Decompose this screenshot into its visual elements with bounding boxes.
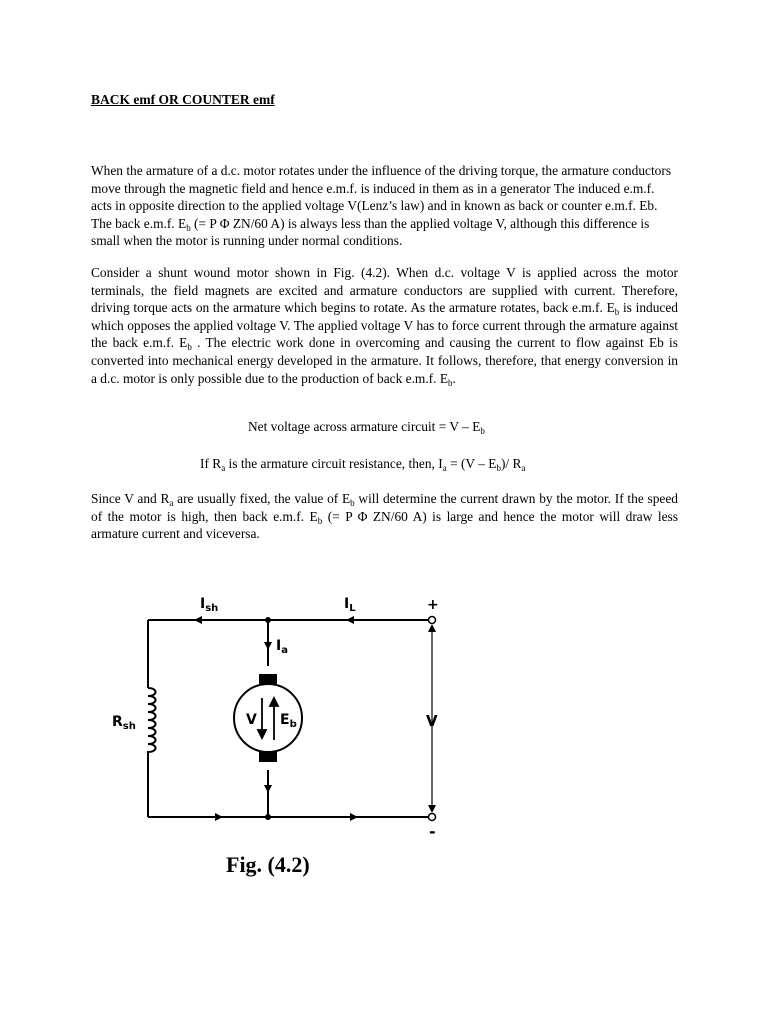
label-il-sub: L: [349, 603, 356, 614]
armature-circle: [234, 684, 302, 752]
equation-text: )/ R: [500, 456, 522, 471]
arrow-bottom-right: [350, 813, 358, 821]
label-ish: [200, 596, 218, 614]
label-il: [344, 596, 356, 614]
equation-text: Net voltage across armature circuit = V – E: [248, 419, 481, 434]
label-v-motor: V: [246, 712, 257, 728]
label-rsh-main: R: [112, 714, 123, 730]
paragraph-1-text: When the armature of a d.c. motor rotates under the influence of the driving torque, the armature conductors move through the magnetic field and hence e.m.f. is induced in them as in a generator The induced e.m.f. acts in opposite direction to the applied voltage V(Lenz’s law) and in known as back or counter e.m.f. Eb. The back e.m.f.: [91, 163, 672, 231]
equation-text: is the armature circuit resistance, then, I: [225, 456, 443, 471]
paragraph-3-part: Since V and R: [91, 491, 170, 506]
subscript: b: [448, 377, 453, 388]
arrow-ia: [264, 642, 272, 650]
arrow-v-motor-head: [258, 730, 266, 738]
equation-armature-current: [200, 456, 525, 472]
paragraph-2-part: Consider a shunt wound motor shown in Fig. (4.2). When d.c. voltage V is applied across the motor terminals, the field magnets are excited and armature conductors are supplied with current. Therefore, driving torque acts on the armature which begins to rotate. As the armature rotates, back e.m.f. E: [91, 265, 678, 316]
subscript: b: [480, 426, 485, 436]
shunt-field-coil: [148, 688, 156, 756]
paragraph-2-part: . The electric work done in overcoming and causing the current to flow against Eb is converted into mechanical energy developed in the armature. It follows, therefore, that energy conversion in a d.c. motor is only possible due to the production of back e.m.f. E: [91, 335, 678, 386]
label-ia-sub: a: [281, 645, 288, 656]
arrow-v-down: [428, 805, 436, 813]
subscript: b: [317, 515, 323, 526]
paragraph-3-part: (= P Φ ZN/60 A) is large and hence the motor will draw less armature current and viceversa.: [91, 508, 678, 542]
label-il-main: I: [344, 596, 350, 612]
subscript: a: [442, 463, 447, 473]
subscript: b: [496, 463, 501, 473]
subscript: a: [221, 463, 226, 473]
label-eb-sub: b: [289, 719, 297, 730]
junction-bottom: [265, 814, 271, 820]
brush-top: [259, 674, 277, 684]
subscript: a: [521, 463, 526, 473]
subscript: b: [614, 307, 620, 318]
label-ia-main: I: [276, 638, 282, 654]
paragraph-3-part: are usually fixed, the value of E: [173, 491, 351, 506]
shunt-motor-circuit-svg: [100, 580, 460, 845]
figure-caption: Fig. (4.2): [226, 852, 310, 877]
label-ia: [276, 638, 288, 656]
label-eb-main: E: [280, 712, 290, 728]
paragraph-3-part: will determine the current drawn by the motor. If the speed of the motor is high, then back e.m.f. E: [91, 491, 679, 524]
paragraph-2: [91, 264, 678, 387]
subscript: b: [186, 222, 191, 233]
eb-symbol: E: [178, 215, 187, 231]
terminal-positive: [429, 617, 436, 624]
equation-text: = (V – E: [446, 456, 497, 471]
junction-top: [265, 617, 271, 623]
equation-net-voltage: [248, 419, 485, 435]
arrow-v-up: [428, 624, 436, 632]
label-rsh: [112, 714, 136, 732]
subscript: b: [350, 498, 355, 508]
arrow-armature-bottom: [264, 785, 272, 793]
label-minus: -: [429, 822, 436, 841]
arrow-ish: [194, 616, 202, 624]
arrow-eb-head: [270, 698, 278, 706]
arrow-il: [346, 616, 354, 624]
terminal-negative: [429, 814, 436, 821]
label-ish-sub: sh: [205, 603, 219, 614]
paragraph-1-rest: (= P Φ ZN/60 A) is always less than the applied voltage V, although this difference is small when the motor is running under normal conditions.: [91, 215, 650, 249]
label-eb: [280, 712, 297, 730]
brush-bottom: [259, 752, 277, 762]
section-heading: BACK emf OR COUNTER emf: [91, 92, 275, 107]
paragraph-3: [91, 490, 678, 543]
label-plus: +: [427, 597, 439, 613]
subscript: b: [187, 342, 192, 353]
circuit-diagram: [100, 580, 460, 845]
label-rsh-sub: sh: [122, 721, 136, 732]
label-v-supply: V: [426, 712, 438, 730]
paragraph-2-part: is induced which opposes the applied voltage V. The applied voltage V has to force current through the armature against the back e.m.f. E: [91, 300, 678, 351]
equation-text: If R: [200, 456, 222, 471]
label-ish-main: I: [200, 596, 206, 612]
arrow-bottom-left: [215, 813, 223, 821]
paragraph-1: [91, 162, 678, 250]
subscript: a: [169, 498, 174, 508]
paragraph-2-part: .: [452, 370, 456, 386]
